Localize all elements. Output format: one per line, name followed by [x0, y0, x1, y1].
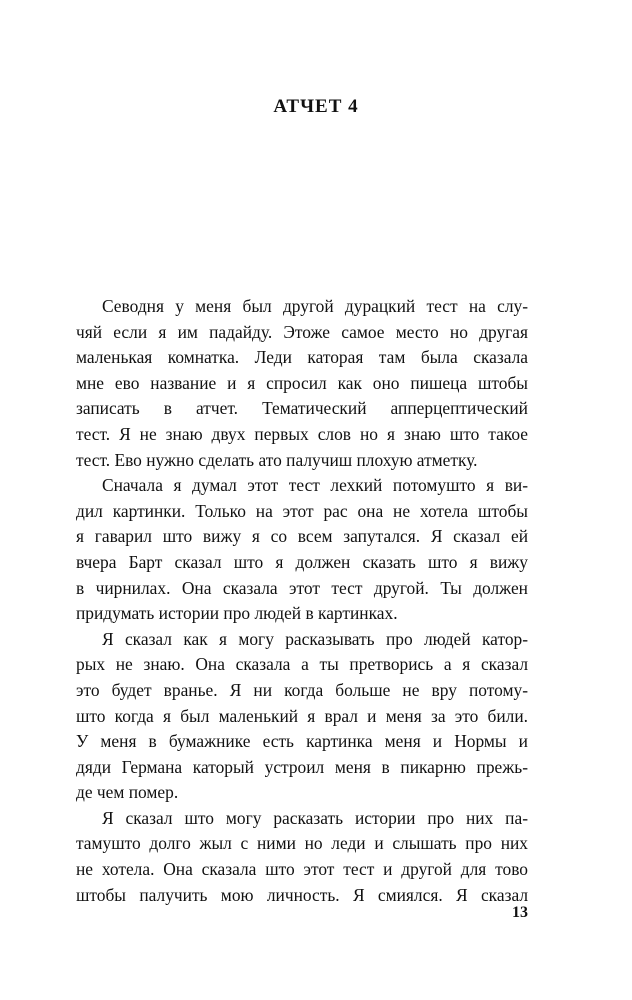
text-line: это будет вранье. Я ни когда больше не вру потому- — [76, 679, 528, 700]
text-line: дяди Германа каторый устроил меня в пикарню прежь- — [76, 756, 528, 777]
text-line: в чирнилах. Она сказала этот тест другой. Ты должен — [76, 577, 528, 598]
text-line: придумать истории про людей в картинках. — [76, 603, 398, 624]
text-line: записать в атчет. Тематический апперцептический — [76, 398, 528, 419]
text-line: тест. Я не знаю двух первых слов но я знаю што такое — [76, 423, 528, 444]
text-line: рых не знаю. Она сказала а ты претворись а я сказал — [76, 654, 528, 675]
text-line: Я сказал што могу расказать истории про них па- — [102, 807, 528, 828]
text-line: Севодня у меня был другой дурацкий тест на слу- — [102, 296, 528, 316]
page-number: 13 — [512, 904, 528, 921]
body-text — [76, 294, 528, 908]
text-line: чяй если я им падайду. Этоже самое место но другая — [76, 321, 528, 342]
text-line: дил картинки. Только на этот рас она не хотела штобы — [76, 500, 528, 521]
text-line: тест. Ево нужно сделать ато палучиш плохую атметку. — [76, 449, 478, 470]
text-line: мне ево название и я спросил как оно пишеца штобы — [76, 372, 528, 393]
text-line: штобы палучить мою личность. Я смиялся. Я сказал — [76, 884, 528, 905]
chapter-title: АТЧЕТ 4 — [273, 96, 359, 117]
text-line: Я сказал как я могу расказывать про людей катор- — [102, 628, 528, 649]
text-line: Сначала я думал этот тест лехкий потомушто я ви- — [102, 475, 528, 496]
text-line: маленькая комнатка. Леди каторая там была сказала — [76, 347, 528, 368]
text-line: я гаварил што вижу я со всем запутался. Я сказал ей — [76, 526, 528, 547]
text-line: што когда я был маленький я врал и меня за это били. — [76, 705, 528, 726]
text-line: вчера Барт сказал што я должен сказать што я вижу — [76, 551, 528, 572]
text-line: тамушто долго жыл с ними но леди и слышать про них — [76, 833, 528, 854]
text-line: не хотела. Она сказала што этот тест и другой для тово — [76, 859, 528, 880]
text-line: У меня в бумажнике есть картинка меня и Нормы и — [76, 731, 528, 752]
text-line: де чем помер. — [76, 782, 179, 803]
